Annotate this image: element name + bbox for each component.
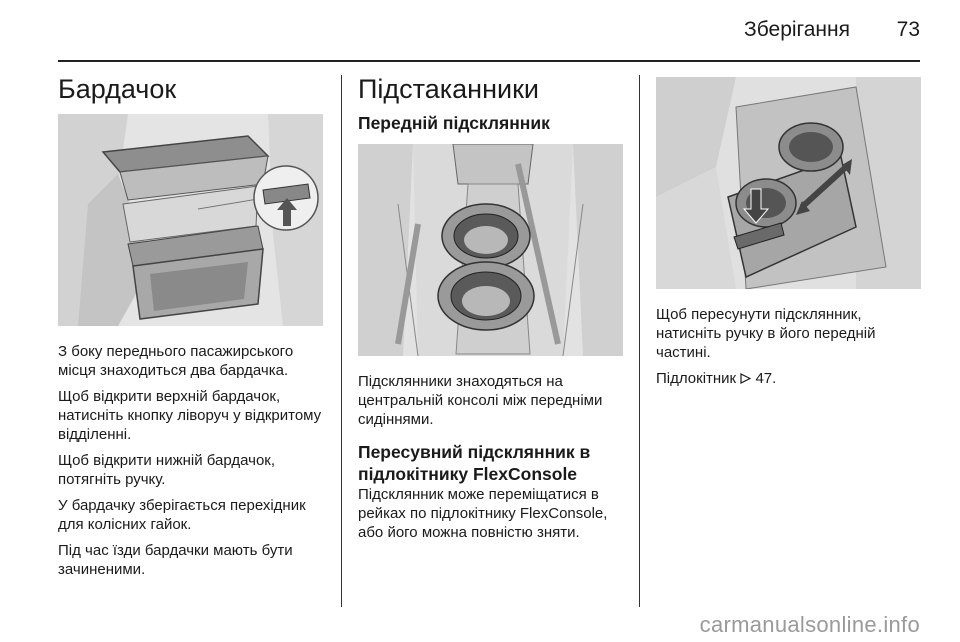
armrest-ref-label: Підлокітник bbox=[656, 370, 737, 387]
flex-cupholder-text: Підсклянник може переміщатися в рейках по підлокітнику FlexConsole, або його можна повністю зняти. bbox=[358, 486, 608, 541]
glovebox-paragraph-2: Щоб відкрити верхній бардачок, натисніть кнопку ліворуч у відкритому відділенні. bbox=[58, 388, 322, 443]
column-divider-1 bbox=[341, 75, 342, 607]
flexconsole-move-text: Щоб пересунути підсклянник, натисніть ручку в його передній частині. bbox=[656, 306, 876, 361]
column-divider-2 bbox=[639, 75, 640, 607]
front-cupholder-illustration bbox=[358, 144, 623, 356]
cupholders-column bbox=[358, 72, 626, 542]
header-title: Зберігання bbox=[744, 18, 850, 41]
cupholders-heading: Підстаканники bbox=[358, 74, 539, 104]
glovebox-column bbox=[58, 72, 326, 579]
glovebox-paragraph-3: Щоб відкрити нижній бардачок, потягніть ручку. bbox=[58, 452, 276, 488]
page-reference-icon bbox=[740, 373, 751, 384]
flexconsole-column bbox=[656, 77, 924, 388]
glovebox-heading: Бардачок bbox=[58, 74, 177, 104]
armrest-reference[interactable] bbox=[656, 369, 924, 388]
front-cupholder-heading: Передній підсклянник bbox=[358, 113, 550, 133]
page-number: 73 bbox=[896, 18, 920, 41]
armrest-ref-page: 47. bbox=[755, 370, 777, 387]
flex-cupholder-heading: Пересувний підсклянник в підлокітнику FlexConsole bbox=[358, 442, 591, 484]
glovebox-paragraph-4: У бардачку зберігається перехідник для колісних гайок. bbox=[58, 497, 306, 533]
glovebox-paragraph-1: З боку переднього пасажирського місця знаходиться два бардачка. bbox=[58, 343, 294, 379]
header-rule bbox=[58, 60, 920, 62]
glovebox-paragraph-5: Під час їзди бардачки мають бути зачиненими. bbox=[58, 542, 293, 578]
front-cupholder-text: Підсклянники знаходяться на центральній консолі між передніми сидіннями. bbox=[358, 373, 603, 428]
flexconsole-illustration bbox=[656, 77, 921, 289]
watermark: carmanualsonline.info bbox=[699, 612, 920, 637]
glovebox-illustration bbox=[58, 114, 323, 326]
